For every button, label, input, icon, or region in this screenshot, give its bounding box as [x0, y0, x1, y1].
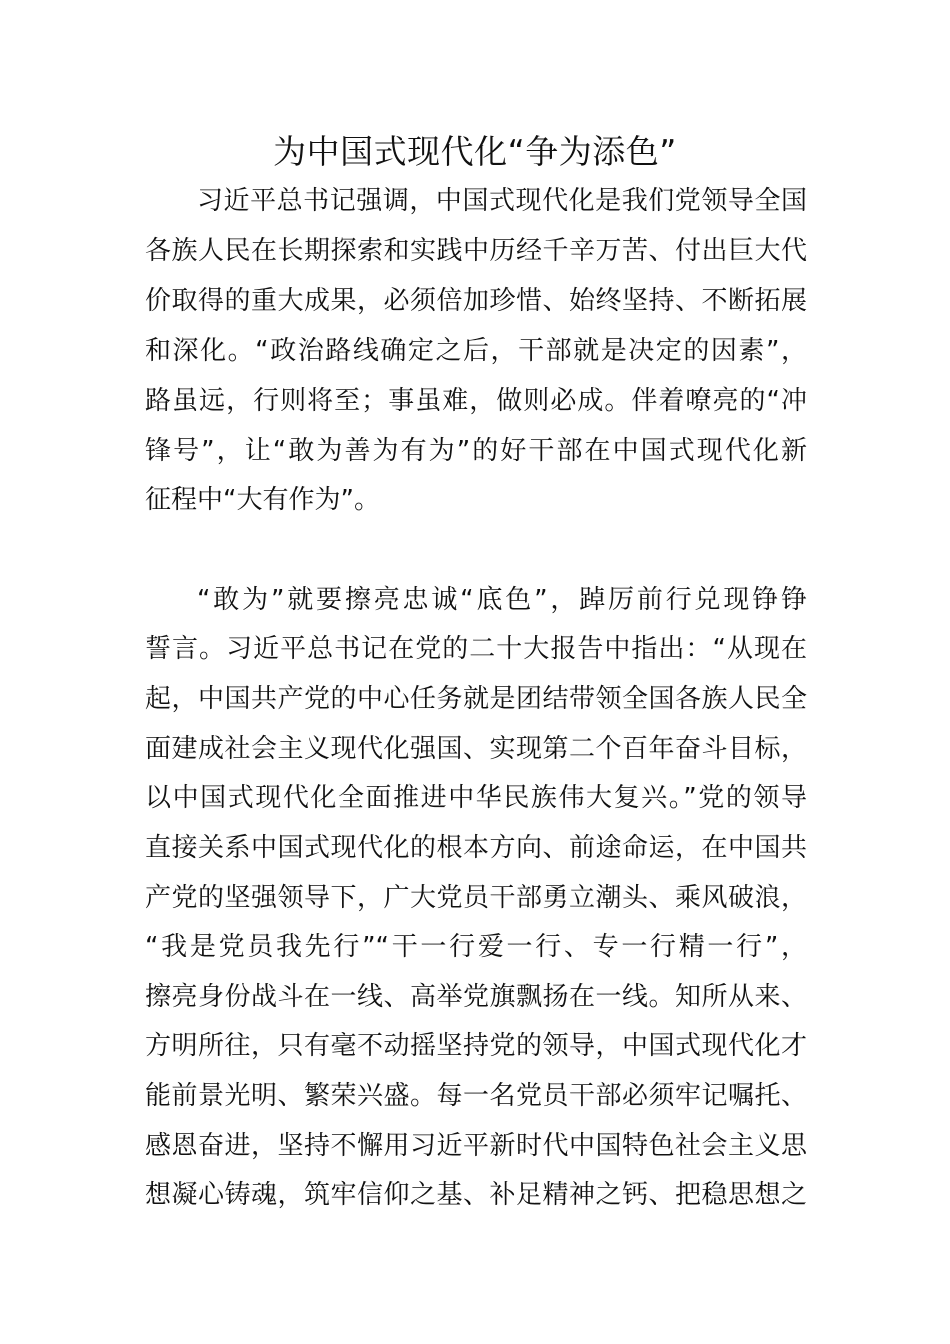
- paragraph-line: 面建成社会主义现代化强国、实现第二个百年奋斗目标，: [145, 734, 807, 764]
- paragraph-line: 产党的坚强领导下，广大党员干部勇立潮头、乘风破浪，: [145, 883, 807, 913]
- paragraph-line: 起，中国共产党的中心任务就是团结带领全国各族人民全: [145, 684, 807, 714]
- paragraph-line: 感恩奋进，坚持不懈用习近平新时代中国特色社会主义思: [145, 1131, 807, 1161]
- paragraph-line: 和深化。“政治路线确定之后，干部就是决定的因素”，: [145, 336, 807, 366]
- paragraph-line: 路虽远，行则将至；事虽难，做则必成。伴着嘹亮的“冲: [145, 386, 807, 416]
- paragraph-line: 誓言。习近平总书记在党的二十大报告中指出：“从现在: [145, 634, 807, 664]
- paragraph-line: 征程中“大有作为”。: [145, 485, 380, 515]
- paragraph-line: 直接关系中国式现代化的根本方向、前途命运，在中国共: [145, 833, 807, 863]
- paragraph-line: 方明所往，只有毫不动摇坚持党的领导，中国式现代化才: [145, 1031, 807, 1061]
- paragraph-line: 能前景光明、繁荣兴盛。每一名党员干部必须牢记嘱托、: [145, 1081, 807, 1111]
- paragraph-line: 习近平总书记强调，中国式现代化是我们党领导全国: [197, 186, 807, 216]
- paragraph-line: “敢为”就要擦亮忠诚“底色”，踔厉前行兑现铮铮: [197, 585, 807, 615]
- paragraph-line: 以中国式现代化全面推进中华民族伟大复兴。”党的领导: [145, 783, 807, 813]
- paragraph-line: 擦亮身份战斗在一线、高举党旗飘扬在一线。知所从来、: [145, 982, 807, 1012]
- paragraph-line: 锋号”，让“敢为善为有为”的好干部在中国式现代化新: [145, 436, 807, 466]
- paragraph-line: “我是党员我先行”“干一行爱一行、专一行精一行”，: [145, 932, 807, 962]
- paragraph-line: 想凝心铸魂，筑牢信仰之基、补足精神之钙、把稳思想之: [145, 1180, 807, 1210]
- paragraph-line: 价取得的重大成果，必须倍加珍惜、始终坚持、不断拓展: [145, 286, 807, 316]
- document-title: 为中国式现代化“争为添色”: [273, 132, 677, 171]
- paragraph-line: 各族人民在长期探索和实践中历经千辛万苦、付出巨大代: [145, 236, 807, 266]
